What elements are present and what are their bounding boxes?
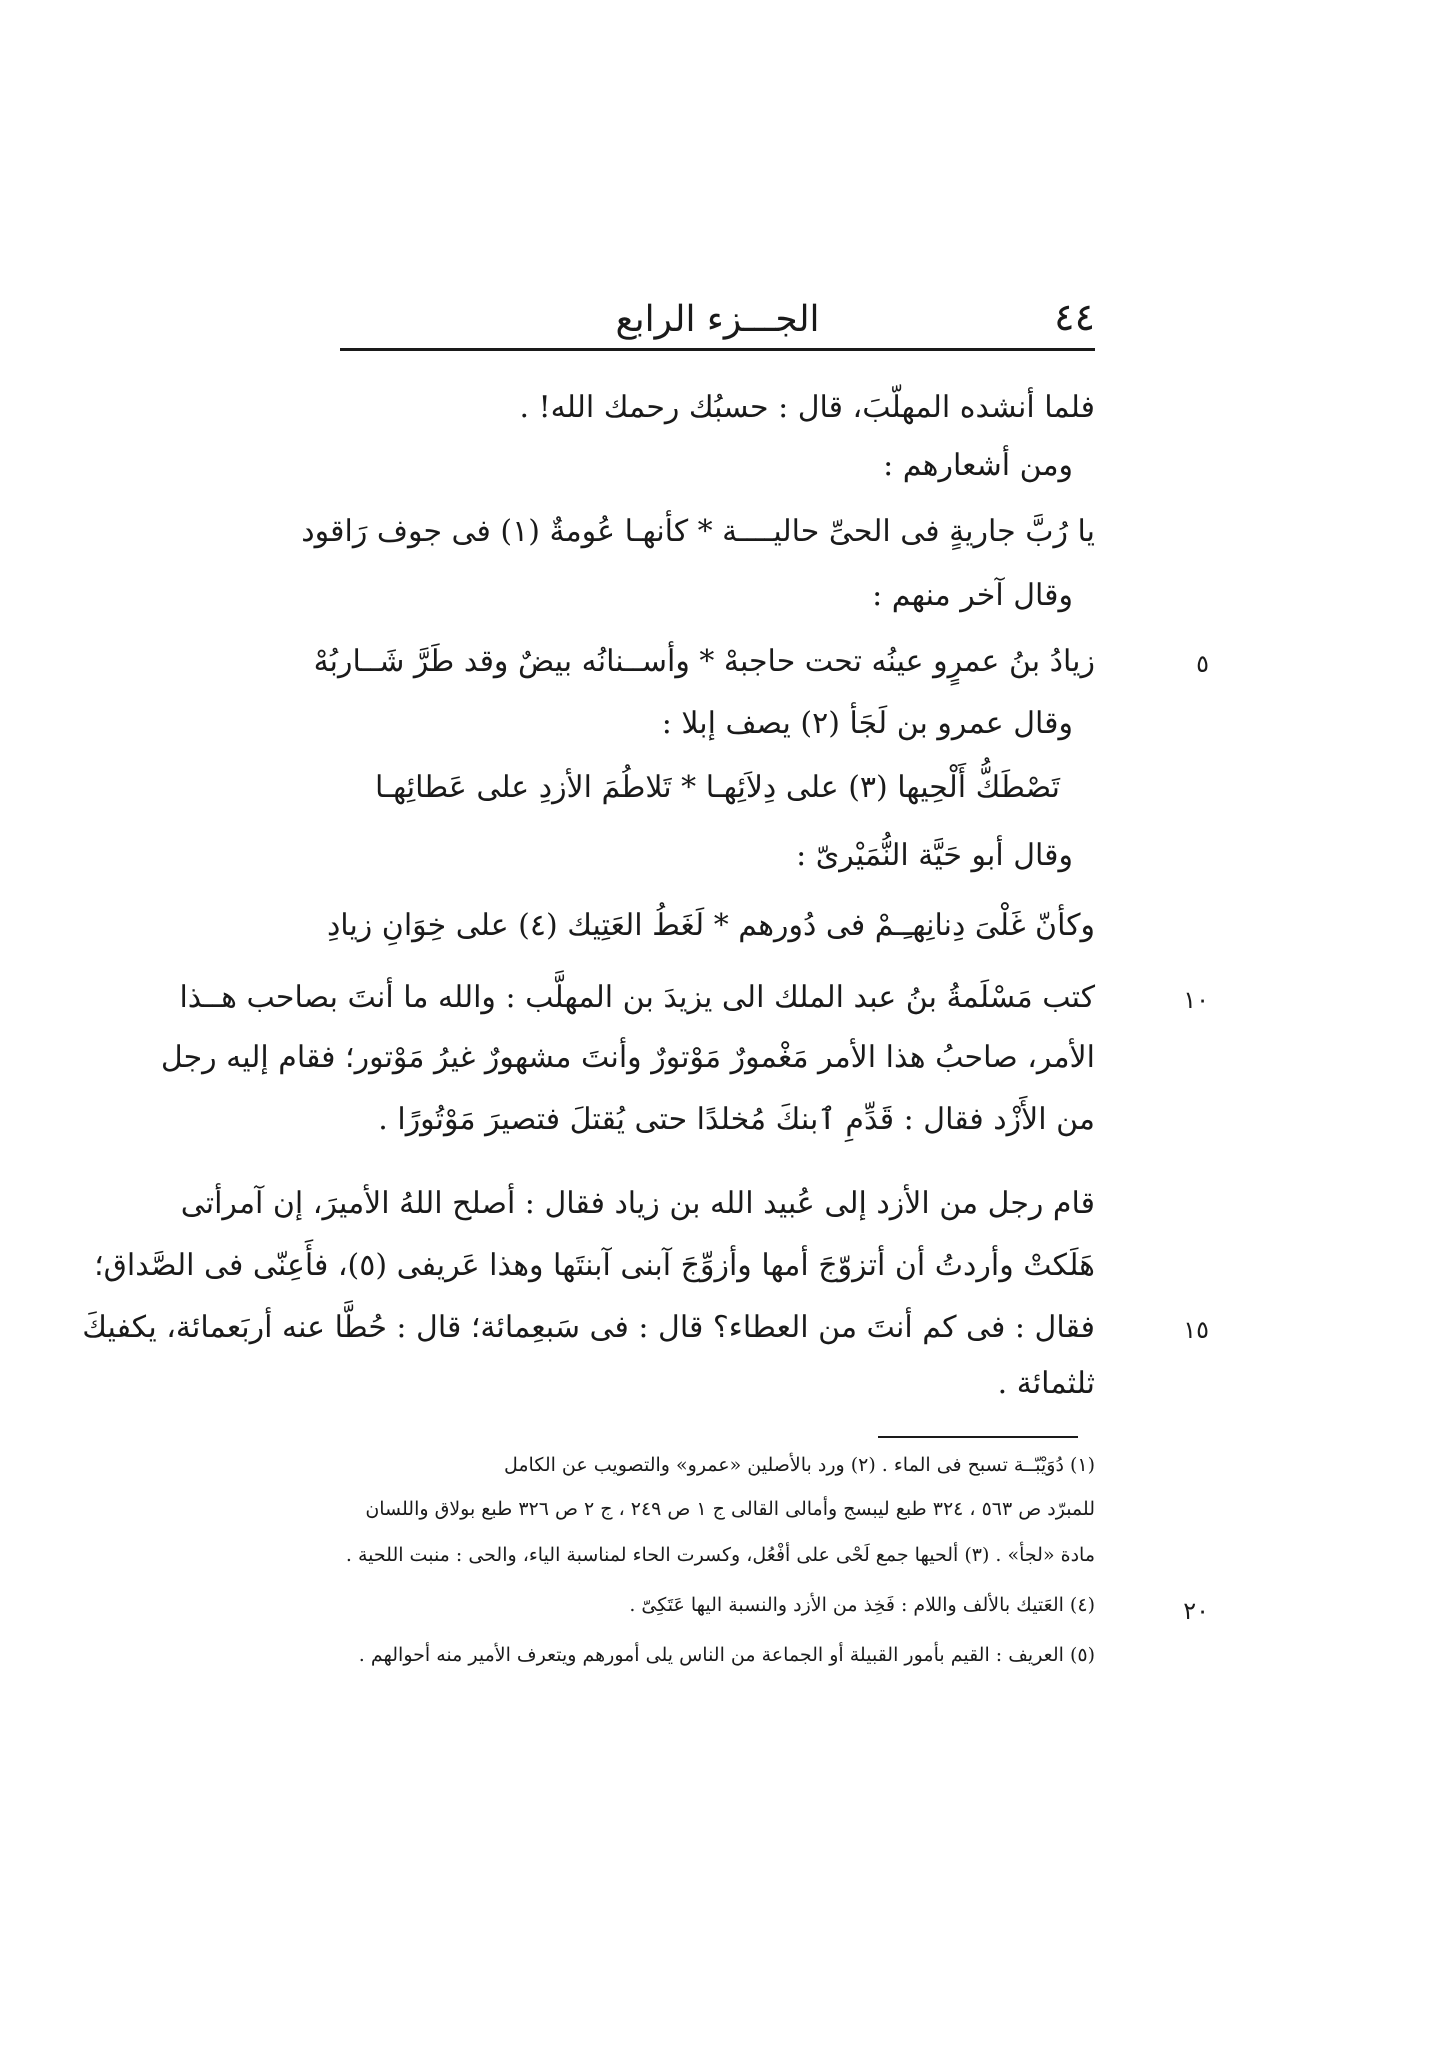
footnote: (٥) العريف : القيم بأمور القبيلة أو الجماعة من الناس يلى أمورهم ويتعرف الأمير منه أحوالهم . (358, 1644, 1095, 1666)
text-line: وقال آخر منهم : (872, 578, 1073, 613)
text-line: كتب مَسْلَمةُ بنُ عبد الملك الى يزيدَ بن المهلَّب : والله ما أنتَ بصاحب هــذا (179, 980, 1095, 1015)
text-line: ثلثمائة . (997, 1366, 1095, 1401)
text-line: وقال أبو حَيَّة النُّمَيْرىّ : (796, 838, 1073, 873)
verse-line: وكأنّ غَلْىَ دِنانِهـِـمْ فى دُورهم * لَغَطُ العَتِيك (٤) على خِوَانِ زيادِ (326, 908, 1095, 943)
header-divider (340, 348, 1095, 351)
line-number: ٥ (1196, 650, 1209, 678)
verse-line: تَصْطَكُّ أَلْحِيها (٣) على دِلاَئِهـا * تَلاطُمَ الأزدِ على عَطائِهـا (375, 770, 1060, 805)
page-number: ٤٤ (1054, 295, 1095, 339)
footnote: مادة «لجأ» . (٣) ألحيها جمع لَحْى على أفْعُل، وكسرت الحاء لمناسبة الياء، والحى : منبت اللحية . (345, 1544, 1095, 1566)
text-line: فقال : فى كم أنتَ من العطاء؟ قال : فى سَبعِمائة؛ قال : حُطَّا عنه أربَعمائة، يكفيكَ (82, 1310, 1095, 1345)
line-number: ١٠ (1183, 986, 1209, 1014)
page-header (340, 295, 1095, 355)
text-line: من الأَزْد فقال : قَدِّمِ ٱبنكَ مُخلدًا حتى يُقتلَ فتصيرَ مَوْتُورًا . (378, 1102, 1095, 1137)
text-line: الأمر، صاحبُ هذا الأمر مَغْمورٌ مَوْتورٌ وأنتَ مشهورٌ غيرُ مَوْتور؛ فقام إليه رجل (160, 1040, 1095, 1075)
running-title: الجـــزء الرابع (615, 299, 820, 340)
footnote: (١) دُوَيْبّــة تسبح فى الماء . (٢) ورد بالأصلين «عمرو» والتصويب عن الكامل (503, 1454, 1095, 1476)
text-line: قام رجل من الأزد إلى عُبيد الله بن زياد فقال : أصلح اللهُ الأميرَ، إن آمرأتى (180, 1186, 1095, 1221)
verse-line: زيادُ بنُ عمرٍو عينُه تحت حاجبهْ * وأســنانُه بيضٌ وقد طَرَّ شَــاربُهْ (313, 644, 1095, 679)
text-line: هَلَكتْ وأردتُ أن أتزوّجَ أمها وأزوِّجَ آبنى آبنتَها وهذا عَريفى (٥)، فأَعِنّى فى الصَّداق؛ (94, 1248, 1095, 1283)
line-number: ٢٠ (1183, 1597, 1209, 1625)
text-line: وقال عمرو بن لَجَأ (٢) يصف إبلا : (661, 706, 1073, 741)
footnote: للمبرّد ص ٥٦٣ ، ٣٢٤ طبع ليبسج وأمالى القالى ج ١ ص ٢٤٩ ، ج ٢ ص ٣٢٦ طبع بولاق واللسان (365, 1498, 1095, 1520)
text-line: فلما أنشده المهلّبَ، قال : حسبُك رحمك الله! . (519, 390, 1095, 425)
verse-line: يا رُبَّ جاريةٍ فى الحىِّ حاليــــة * كأنهـا عُومةٌ (١) فى جوف رَاقود (301, 514, 1095, 549)
line-number: ١٥ (1183, 1316, 1209, 1344)
footnote: (٤) العَتيك بالألف واللام : فَخِذ من الأزد والنسبة اليها عَتَكِىّ . (629, 1594, 1095, 1616)
footnote-divider (878, 1436, 1078, 1438)
text-line: ومن أشعارهم : (883, 448, 1073, 483)
